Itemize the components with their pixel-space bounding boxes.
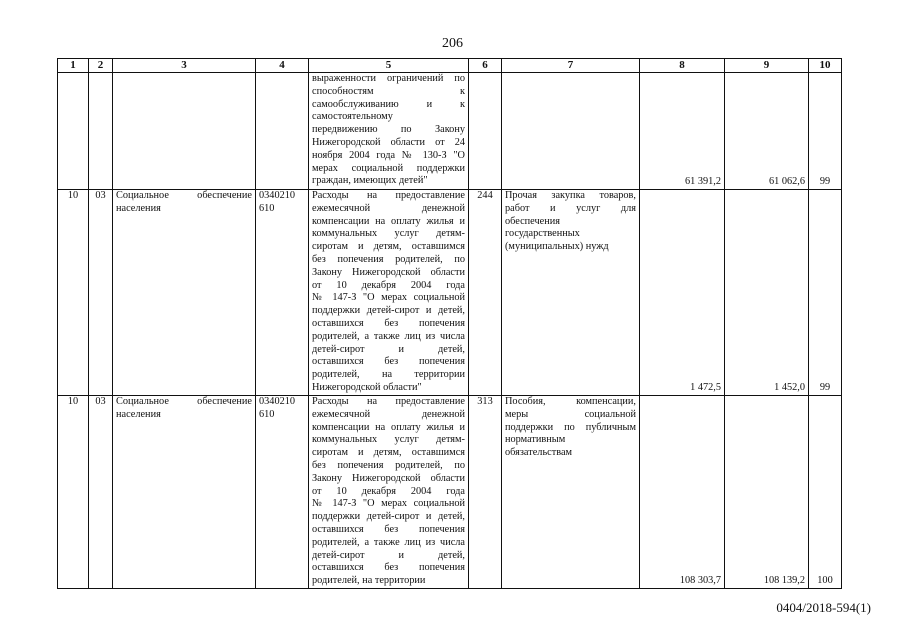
type-line: поддержки по публичным: [505, 421, 636, 433]
table-row: [58, 73, 842, 190]
cell-target-code: 0340210: [259, 396, 296, 407]
col-header: 2: [89, 59, 113, 73]
description-line: родителей, на территории: [312, 575, 426, 587]
description-line: ежемесячной денежной: [312, 408, 465, 420]
cell-codes: [256, 396, 309, 589]
col-header: 3: [113, 59, 256, 73]
description-line: Расходы на предоставление: [312, 396, 465, 407]
table-row: [58, 190, 842, 396]
type-line: Прочая закупка товаров,: [505, 190, 636, 201]
cell-expense-description: [309, 396, 469, 589]
cell-section: 10: [58, 396, 89, 589]
description-line: поддержки детей-сирот и детей,: [312, 305, 465, 317]
cell-executed-amount: 108 139,2: [725, 396, 809, 589]
cell-subcode: 610: [259, 202, 275, 214]
description-line: коммунальных услуг детям-: [312, 228, 465, 240]
description-line: коммунальных услуг детям-: [312, 434, 465, 446]
cell-section-name: [113, 73, 256, 190]
description-line: ноября 2004 года № 130-З "О: [312, 149, 465, 161]
description-line: самообслуживанию и к: [312, 98, 465, 110]
description-line: № 147-З "О мерах социальной: [312, 498, 465, 510]
description-line: от 10 декабря 2004 года: [312, 485, 465, 497]
col-header: 8: [640, 59, 725, 73]
description-line: № 147-З "О мерах социальной: [312, 292, 465, 304]
description-line: Нижегородской области от 24: [312, 136, 465, 148]
cell-executed-amount: 61 062,6: [725, 73, 809, 190]
description-line: от 10 декабря 2004 года: [312, 279, 465, 291]
description-line: передвижению по Закону: [312, 124, 465, 136]
description-line: Закону Нижегородской области: [312, 266, 465, 278]
col-header: 5: [309, 59, 469, 73]
cell-expense-type: [469, 73, 502, 190]
description-line: родителей, на территории: [312, 369, 465, 381]
type-line: обязательствам: [505, 447, 573, 459]
type-line: государственных: [505, 228, 580, 240]
description-line: детей-сирот и детей,: [312, 549, 465, 561]
description-line: детей-сирот и детей,: [312, 343, 465, 355]
cell-section-name: Социальное обеспечение населения: [113, 190, 256, 396]
type-line: (муниципальных) нужд: [505, 241, 609, 253]
cell-codes: [256, 190, 309, 396]
header-row: [58, 59, 842, 73]
description-line: компенсации на оплату жилья и: [312, 421, 465, 433]
cell-executed-amount: 1 452,0: [725, 190, 809, 396]
cell-expense-description: [309, 190, 469, 396]
col-header: 10: [809, 59, 842, 73]
type-line: нормативным: [505, 434, 566, 446]
type-line: Пособия, компенсации,: [505, 396, 636, 407]
description-line: оставшихся без попечения: [312, 562, 465, 574]
description-line: без попечения родителей, по: [312, 253, 465, 265]
cell-subsection: 03: [89, 190, 113, 396]
description-line: мерах социальной поддержки: [312, 162, 465, 174]
description-line: оставшихся без попечения: [312, 356, 465, 368]
description-line: Нижегородской области": [312, 381, 422, 393]
cell-expense-type-name: [502, 73, 640, 190]
description-line: выраженности ограничений по: [312, 73, 465, 84]
col-header: 4: [256, 59, 309, 73]
description-line: оставшихся без попечения: [312, 317, 465, 329]
cell-section: [58, 73, 89, 190]
description-line: без попечения родителей, по: [312, 459, 465, 471]
cell-planned-amount: 61 391,2: [640, 73, 725, 190]
description-line: оставшихся без попечения: [312, 523, 465, 535]
type-line: работ и услуг для: [505, 202, 636, 214]
cell-expense-type-name: [502, 190, 640, 396]
cell-subsection: 03: [89, 396, 113, 589]
description-line: сиротам и детям, оставшимся: [312, 241, 465, 253]
cell-percent: 100: [809, 396, 842, 589]
table-row: [58, 396, 842, 589]
cell-percent: 99: [809, 190, 842, 396]
col-header: 7: [502, 59, 640, 73]
cell-expense-type: 244: [469, 190, 502, 396]
cell-planned-amount: 108 303,7: [640, 396, 725, 589]
type-line: меры социальной: [505, 408, 636, 420]
budget-table: [57, 58, 842, 589]
cell-expense-description: [309, 73, 469, 190]
description-line: Расходы на предоставление: [312, 190, 465, 201]
type-line: обеспечения: [505, 215, 560, 227]
document-code: 0404/2018-594(1): [776, 600, 871, 615]
cell-expense-type-name: [502, 396, 640, 589]
description-line: сиротам и детям, оставшимся: [312, 447, 465, 459]
col-header: 9: [725, 59, 809, 73]
col-header: 6: [469, 59, 502, 73]
cell-target-code: 0340210: [259, 190, 296, 201]
description-line: способностям к: [312, 85, 465, 97]
description-line: Закону Нижегородской области: [312, 472, 465, 484]
description-line: поддержки детей-сирот и детей,: [312, 511, 465, 523]
description-line: компенсации на оплату жилья и: [312, 215, 465, 227]
cell-expense-type: 313: [469, 396, 502, 589]
col-header: 1: [58, 59, 89, 73]
cell-subcode: 610: [259, 408, 275, 420]
cell-section: 10: [58, 190, 89, 396]
description-line: ежемесячной денежной: [312, 202, 465, 214]
description-line: родителей, а также лиц из числа: [312, 330, 465, 342]
cell-subsection: [89, 73, 113, 190]
description-line: самостоятельному: [312, 111, 393, 123]
cell-percent: 99: [809, 73, 842, 190]
description-line: граждан, имеющих детей": [312, 175, 428, 187]
cell-codes: [256, 73, 309, 190]
cell-section-name: Социальное обеспечение населения: [113, 396, 256, 589]
page-number: 206: [442, 36, 463, 51]
cell-planned-amount: 1 472,5: [640, 190, 725, 396]
description-line: родителей, а также лиц из числа: [312, 536, 465, 548]
